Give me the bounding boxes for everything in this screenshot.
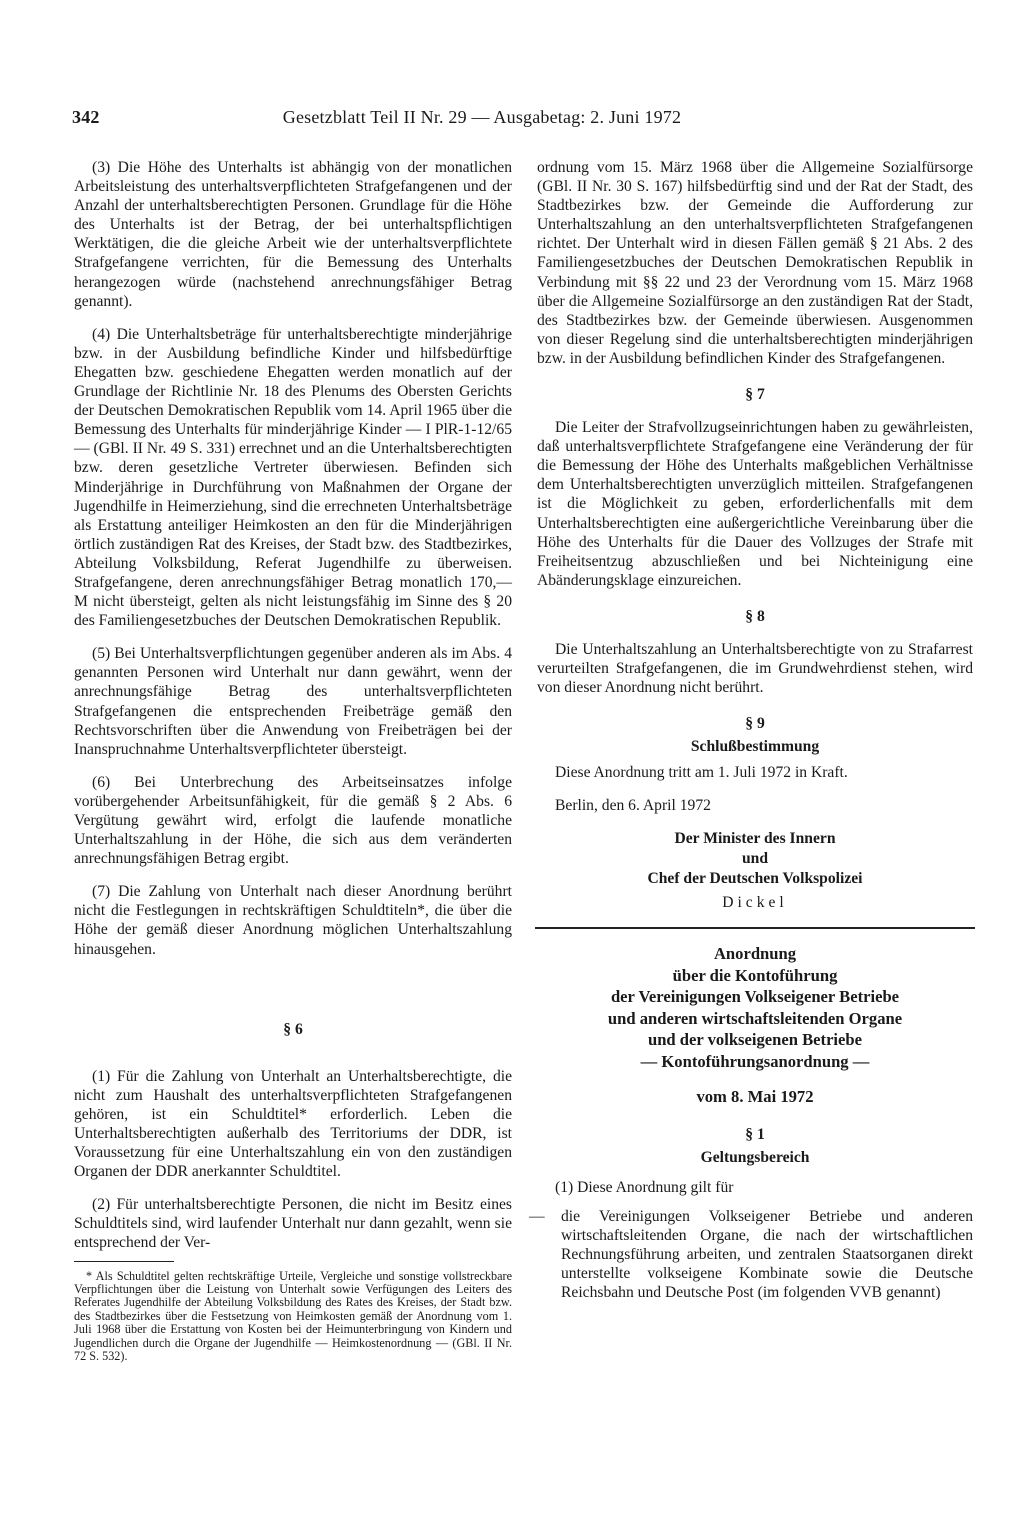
ordinance-title-line-4: und anderen wirtschaftsleitenden Organe xyxy=(607,1008,903,1028)
ordinance-title-line-2: über die Kontoführung xyxy=(672,965,838,985)
paragraph-5-3: (3) Die Höhe des Unterhalts ist abhängig von der monatlichen Arbeitsleistung des unterhaltsverpflichteten Strafgefangenen und der Anzahl der unterhaltsberechtigten Personen. Grundlage für die Höhe des Unterhalts ist der Betrag, der bei unterhaltspflichtigen Werktätigen, die die gleiche Arbeit wie der unterhaltsverpflichtete Strafgefangene verrichten, für die Bemessung des Unterhalts herangezogen würde (nachstehend anrechnungsfähiger Betrag genannt). xyxy=(74,159,512,310)
ordinance-title-line-6: — Kontoführungsanordnung — xyxy=(640,1051,870,1071)
header-title: Gesetzblatt Teil II Nr. 29 — Ausgabetag: 2. Juni 1972 xyxy=(282,107,682,127)
page-number: 342 xyxy=(72,107,100,127)
signature-line-1: Der Minister des Innern xyxy=(674,830,836,848)
paragraph-5-5: (5) Bei Unterhaltsverpflichtungen gegenüber anderen als im Abs. 4 genannten Personen wird Unterhalt nur dann gewährt, wenn der anrechnungsfähige Betrag des unterhaltsverpflichteten Strafgefangenen die entsprechenden Freibeträge gemäß den Rechtsvorschriften über die Anwendung von Freibeträgen bei der Inanspruchnahme Unterhaltsverpflichteter übersteigt. xyxy=(74,645,512,758)
ordinance-title-line-3: der Vereinigungen Volkseigener Betriebe xyxy=(610,987,900,1007)
section-1-list-item xyxy=(529,1207,973,1302)
right-column xyxy=(529,158,973,1302)
paragraph-5-6: (6) Bei Unterbrechung des Arbeitseinsatzes infolge vorübergehender Arbeitsunfähigkeit, für die gemäß § 2 Abs. 6 Vergütung gewährt wird, erfolgt die laufende monatliche Unterhaltszahlung in der Höhe, die sich aus dem veränderten anrechnungsfähigen Betrag ergibt. xyxy=(74,773,512,868)
section-1-paragraph-1: (1) Diese Anordnung gilt für xyxy=(555,1178,734,1196)
section-9-heading: § 9 xyxy=(745,715,765,733)
list-dash: — xyxy=(529,1207,545,1225)
section-7-heading: § 7 xyxy=(745,386,765,404)
signature-name: Dickel xyxy=(722,894,788,912)
section-6-paragraph-1: (1) Für die Zahlung von Unterhalt an Unterhaltsberechtigte, die nicht zum Haushalt des unterhaltsverpflichteten Strafgefangenen gehören, ist ein Schuldtitel* erforderlich. Leben die Unterhaltsberechtigten außerhalb des Territoriums der DDR, ist Voraussetzung für eine Unterhaltszahlung ein von den zuständigen Organen der DDR anerkannter Schuldtitel. xyxy=(74,1067,512,1181)
spacer xyxy=(74,973,512,1003)
paragraph-5-4: (4) Die Unterhaltsbeträge für unterhaltsberechtigte minderjährige bzw. in der Ausbildung befindliche Kinder und hilfsbedürftige Ehegatten bzw. geschiedene Ehegatten werden monatlich auf der Grundlage der Richtlinie Nr. 18 des Plenums des Obersten Gerichts der Deutschen Demokratischen Republik vom 14. April 1965 über die Bemessung des Unterhalts für minderjährige Kinder — I PlR-1-12/65 — (GBl. II Nr. 49 S. 331) errechnet und an die Unterhaltsberechtigten bzw. deren gesetzliche Vertreter überwiesen. Befinden sich Minderjährige in Durchführung von Maßnahmen der Organe der Jugendhilfe in Heimerziehung, sind die errechneten Unterhaltsbeträge als Erstattung anteiliger Heimkosten an den für die Minderjährigen örtlich zuständigen Rat des Kreises, der Stadt bzw. des Stadtbezirkes, Abteilung Volksbildung, Referat Jugendhilfe zu überweisen. Strafgefangene, deren anrechnungsfähiger Betrag monatlich 170,— M nicht übersteigt, gelten als nicht leistungsfähig im Sinne des § 20 des Familiengesetzbuches der Deutschen Demokratischen Republik. xyxy=(74,325,512,630)
ordinance-title-line-1: Anordnung xyxy=(713,944,797,964)
signature-line-3: Chef der Deutschen Volkspolizei xyxy=(647,870,863,888)
section-7-text: Die Leiter der Strafvollzugseinrichtungen haben zu gewährleisten, daß unterhaltsverpflichtete Strafgefangene eine Veränderung der für die Bemessung der Höhe des Unterhalts maßgeblichen Verhältnisse dem Unterhaltsberechtigten unverzüglich mitteilen. Strafgefangenen ist die Möglichkeit zu geben, erforderlichenfalls mit dem Unterhaltsberechtigten eine außergerichtliche Vereinbarung über die Höhe des Unterhalts für die Dauer des Vollzuges der Strafe mit Freiheitsentzug abzuschließen und bei Nichteinigung eine Abänderungsklage einzureichen. xyxy=(537,419,973,589)
place-date: Berlin, den 6. April 1972 xyxy=(555,797,711,815)
footnote: * Als Schuldtitel gelten rechtskräftige Urteile, Vergleiche und sonstige vollstreckbare Verpflichtungen über die Leistung von Unterhalt sowie Verfügungen des Leiters des Referates Jugendhilfe der Abteilung Volksbildung des Rates des Kreises, der Stadt bzw. des Stadtbezirkes über die Festsetzung von Heimkosten gemäß der Anordnung vom 1. Juli 1968 über die Erstattung von Kosten bei der Heimunterbringung von Kindern und Jugendlichen durch die Organe der Jugendhilfe — Heimkostenordnung — (GBl. II Nr. 72 S. 532). xyxy=(74,1268,512,1363)
section-6-heading: § 6 xyxy=(283,1020,303,1038)
footnote-divider xyxy=(74,1261,174,1262)
left-column xyxy=(74,158,512,1363)
section-divider xyxy=(535,927,975,929)
section-1-heading: § 1 xyxy=(745,1125,765,1143)
section-6-paragraph-2: (2) Für unterhaltsberechtigte Personen, die nicht im Besitz eines Schuldtitels sind, wird laufender Unterhalt nur dann gezahlt, wenn sie entsprechend der Ver- xyxy=(74,1196,512,1252)
signature-line-2: und xyxy=(741,850,769,868)
ordinance-date: vom 8. Mai 1972 xyxy=(696,1087,814,1107)
section-8-heading: § 8 xyxy=(745,607,765,625)
ordinance-title-line-5: und der volkseigenen Betriebe xyxy=(647,1030,863,1050)
list-item-text: die Vereinigungen Volkseigener Betriebe und anderen wirtschaftsleitenden Organe, die nach der wirtschaftlichen Rechnungsführung arbeiten, und zentralen Staatsorganen direkt unterstellte volkseigene Kombinate sowie die Deutsche Reichsbahn und Deutsche Post (im folgenden VVB genannt) xyxy=(561,1207,973,1302)
section-8-text: Die Unterhaltszahlung an Unterhaltsberechtigte von zu Strafarrest verurteilten Strafgefangenen, die im Grundwehrdienst stehen, wird von dieser Anordnung nicht berührt. xyxy=(537,640,973,697)
ordinance-title xyxy=(537,943,973,1108)
paragraph-5-7: (7) Die Zahlung von Unterhalt nach dieser Anordnung berührt nicht die Festlegungen in rechtskräftigen Schuldtiteln*, die über die Höhe der gemäß dieser Anordnung möglichen Unterhaltszahlung hinausgehen. xyxy=(74,883,512,958)
section-9-text: Diese Anordnung tritt am 1. Juli 1972 in Kraft. xyxy=(555,764,848,782)
section-9-title: Schlußbestimmung xyxy=(690,738,820,756)
section-1-title: Geltungsbereich xyxy=(700,1148,810,1166)
continued-paragraph: ordnung vom 15. März 1968 über die Allgemeine Sozialfürsorge (GBl. II Nr. 30 S. 167) hilfsbedürftig sind und der Rat der Stadt, des Stadtbezirkes bzw. der Gemeinde die Aufforderung zur Unterhaltszahlung an den unterhaltsverpflichteten Strafgefangenen richtet. Der Unterhalt wird in diesen Fällen gemäß § 21 Abs. 2 des Familiengesetzbuches der Deutschen Demokratischen Republik in Verbindung mit §§ 22 und 23 der Verordnung vom 15. März 1968 über die Allgemeine Sozialfürsorge an den zuständigen Rat der Stadt, des Stadtbezirkes bzw. der Gemeinde überwiesen. Ausgenommen von dieser Regelung sind die unterhaltsberechtigten minderjährigen bzw. in der Ausbildung befindlichen Kinder des Strafgefangenen. xyxy=(537,159,973,367)
page-header xyxy=(72,107,972,135)
